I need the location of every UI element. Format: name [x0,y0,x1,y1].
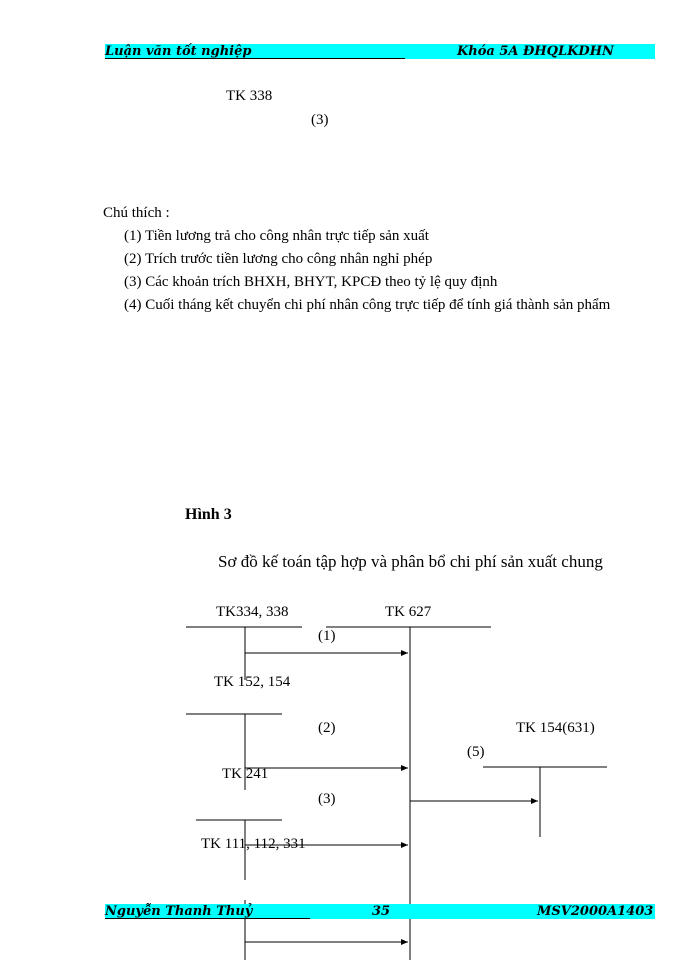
step-2-label: (2) [318,720,336,736]
step-1-label: (1) [318,628,336,644]
figure-caption: Sơ đồ kế toán tập hợp và phân bổ chi phí sản xuất chung [218,552,603,571]
note-item-4: (4) Cuối tháng kết chuyển chi phí nhân công trực tiếp để tính giá thành sản phẩm [124,297,611,313]
tk627-label: TK 627 [385,604,432,620]
note-item-1: (1) Tiền lương trả cho công nhân trực tiếp sản xuất [124,228,429,244]
tk241-label: TK 241 [222,766,269,782]
tk334-label: TK334, 338 [216,604,289,620]
tk111-label: TK 111, 112, 331 [201,836,306,852]
top-account-label: TK 338 [226,88,273,104]
footer-left-text: Nguyễn Thanh Thuỷ [105,904,253,919]
step-5-label: (5) [467,744,485,760]
footer-underline [105,918,310,919]
tk152-label: TK 152, 154 [214,674,291,690]
step-3-label: (3) [318,791,336,807]
note-item-3: (3) Các khoản trích BHXH, BHYT, KPCĐ theo tỷ lệ quy định [124,274,498,290]
top-step-label: (3) [311,112,329,128]
notes-title: Chú thích : [103,205,170,221]
footer-page-number: 35 [372,904,391,919]
note-item-2: (2) Trích trước tiền lương cho công nhân nghỉ phép [124,251,433,267]
header-left-text: Luận văn tốt nghiệp [105,44,252,59]
header-right-text: Khóa 5A ĐHQLKDHN [457,44,614,59]
footer-right-text: MSV2000A1403 [537,904,654,919]
tk154-label: TK 154(631) [516,720,595,736]
figure-label: Hình 3 [185,506,232,523]
